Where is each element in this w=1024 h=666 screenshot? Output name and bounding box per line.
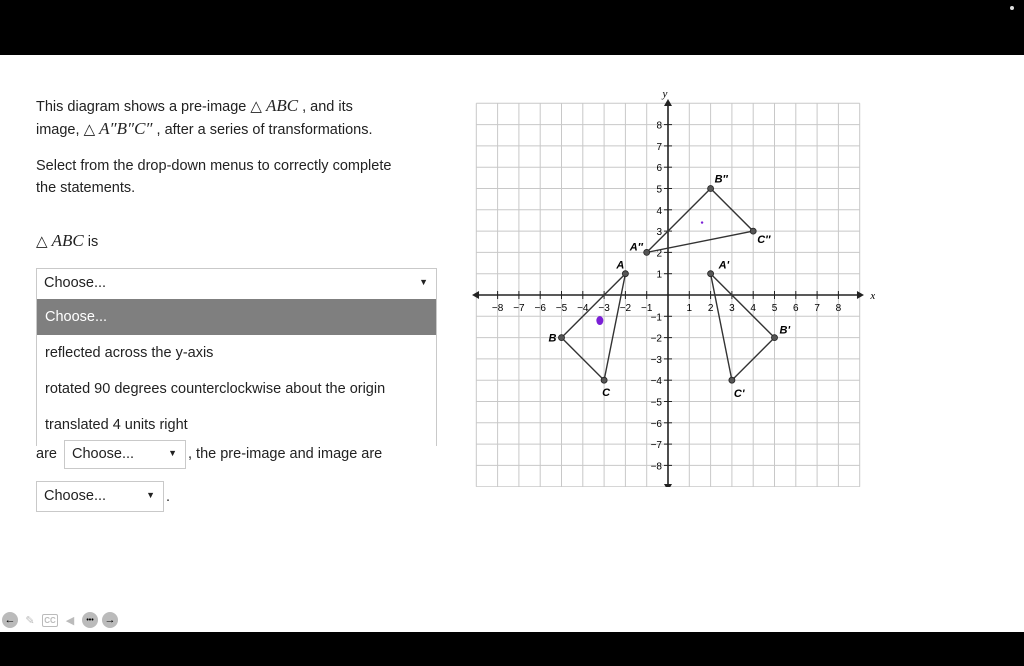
vertex-label: B' <box>779 324 791 337</box>
instruction-line-2: the statements. <box>36 180 136 196</box>
statement-text: is <box>87 234 99 250</box>
x-tick-label: −4 <box>577 303 589 314</box>
y-axis-label: y <box>662 92 668 101</box>
y-tick-label: −7 <box>650 440 662 452</box>
chevron-down-icon: ▼ <box>419 277 428 287</box>
y-tick-label: 5 <box>656 184 662 196</box>
dropdown-option[interactable]: rotated 90 degrees counterclockwise about the origin <box>45 381 386 397</box>
statement-triangle-name: ABC <box>51 231 84 250</box>
vertex-label: C <box>602 387 611 400</box>
vertex-point <box>644 249 650 255</box>
vertex-label: B″ <box>714 173 728 186</box>
vertex-label: A' <box>718 259 730 272</box>
more-icon[interactable]: ••• <box>82 612 98 628</box>
vertex-point <box>750 228 756 234</box>
dropdown-option[interactable]: reflected across the y-axis <box>45 345 214 361</box>
y-tick-label: −2 <box>650 333 662 345</box>
pen-icon[interactable]: ✎ <box>25 614 35 627</box>
instruction-line-1: Select from the drop-down menus to correctly complete <box>36 158 392 174</box>
prompt-line-1 <box>36 95 353 118</box>
dropdown-option[interactable]: Choose... <box>37 299 436 335</box>
vertex-label: A″ <box>629 241 643 254</box>
transformation-dropdown[interactable] <box>36 268 437 300</box>
dropdown-value: Choose... <box>44 275 107 291</box>
image-name: A″B″C″ <box>99 119 153 138</box>
annotation-mark <box>596 316 603 325</box>
cc-icon[interactable]: CC <box>42 614 58 627</box>
coordinate-grid <box>470 92 875 487</box>
chevron-down-icon: ▼ <box>146 490 155 500</box>
y-tick-label: 3 <box>656 227 662 239</box>
dropdown-value: Choose... <box>72 446 135 462</box>
y-tick-label: 1 <box>656 269 662 281</box>
vertex-point <box>559 335 565 341</box>
vertex-point <box>772 335 778 341</box>
camera-icon[interactable]: ◀ <box>65 614 75 627</box>
y-tick-label: 2 <box>656 248 662 260</box>
third-dropdown[interactable] <box>36 481 164 512</box>
triangle-abc <box>647 189 754 253</box>
y-tick-label: −4 <box>650 376 662 388</box>
dropdown-value: Choose... <box>44 488 107 504</box>
vertex-label: C″ <box>757 234 771 247</box>
dropdown-options-list <box>36 299 437 446</box>
x-tick-label: −1 <box>640 303 653 314</box>
y-tick-label: −6 <box>650 418 662 430</box>
triangle-abc <box>562 274 626 381</box>
annotation-mark <box>701 221 703 223</box>
x-tick-label: 7 <box>814 303 820 314</box>
y-tick-label: −1 <box>650 312 662 324</box>
y-tick-label: −3 <box>650 354 662 366</box>
vertex-point <box>601 377 607 383</box>
prompt-text: image, <box>36 122 80 138</box>
back-icon[interactable]: ← <box>2 612 18 628</box>
vertex-label: A <box>616 259 625 272</box>
y-tick-label: −8 <box>650 461 662 473</box>
y-tick-label: −5 <box>650 397 662 409</box>
x-tick-label: 6 <box>793 303 799 314</box>
statement-2-prefix: are <box>36 446 57 462</box>
prompt-text: , after a series of transformations. <box>156 122 373 138</box>
x-tick-label: 2 <box>707 303 714 314</box>
statement-2-middle: , the pre-image and image are <box>188 446 383 462</box>
x-tick-label: −3 <box>598 303 610 314</box>
dropdown-option[interactable]: translated 4 units right <box>45 417 188 433</box>
forward-icon[interactable]: → <box>102 612 118 628</box>
triangle-abc <box>711 274 775 381</box>
prompt-text: This diagram shows a pre-image <box>36 99 247 115</box>
x-tick-label: 5 <box>771 303 778 314</box>
chevron-down-icon: ▼ <box>168 448 177 458</box>
x-axis-label: x <box>870 290 875 302</box>
vertex-label: B <box>548 332 557 345</box>
triangle-symbol-icon: △ <box>83 120 96 138</box>
x-tick-label: 8 <box>835 303 842 314</box>
x-tick-label: 3 <box>729 303 735 314</box>
second-dropdown[interactable] <box>64 440 186 469</box>
preimage-name: ABC <box>265 96 299 115</box>
vertex-point <box>729 377 735 383</box>
x-tick-label: −8 <box>491 303 504 314</box>
x-axis-arrow-icon <box>472 291 479 299</box>
x-tick-label: 1 <box>686 303 693 314</box>
x-tick-label: −6 <box>534 303 546 314</box>
prompt-line-2 <box>36 118 373 141</box>
triangle-symbol-icon: △ <box>36 232 48 250</box>
vertex-point <box>708 271 714 277</box>
statement-1 <box>36 230 98 253</box>
x-tick-label: −7 <box>513 303 525 314</box>
y-tick-label: 6 <box>656 163 662 175</box>
statement-end: . <box>166 489 171 505</box>
vertex-point <box>708 186 714 192</box>
x-axis-arrow-icon <box>857 291 864 299</box>
x-tick-label: 4 <box>750 303 756 314</box>
x-tick-label: −5 <box>555 303 568 314</box>
y-axis-arrow-icon <box>664 99 672 106</box>
player-controls <box>2 612 118 628</box>
y-tick-label: 4 <box>656 205 662 217</box>
y-tick-label: 7 <box>656 141 662 153</box>
bottom-bar <box>0 632 1024 666</box>
x-tick-label: −2 <box>619 303 632 314</box>
vertex-label: C' <box>733 388 745 401</box>
prompt-text: , and its <box>302 99 353 115</box>
indicator-dot <box>1010 6 1014 10</box>
triangle-symbol-icon: △ <box>250 97 262 115</box>
top-bar <box>0 0 1024 55</box>
y-tick-label: 8 <box>656 120 662 132</box>
